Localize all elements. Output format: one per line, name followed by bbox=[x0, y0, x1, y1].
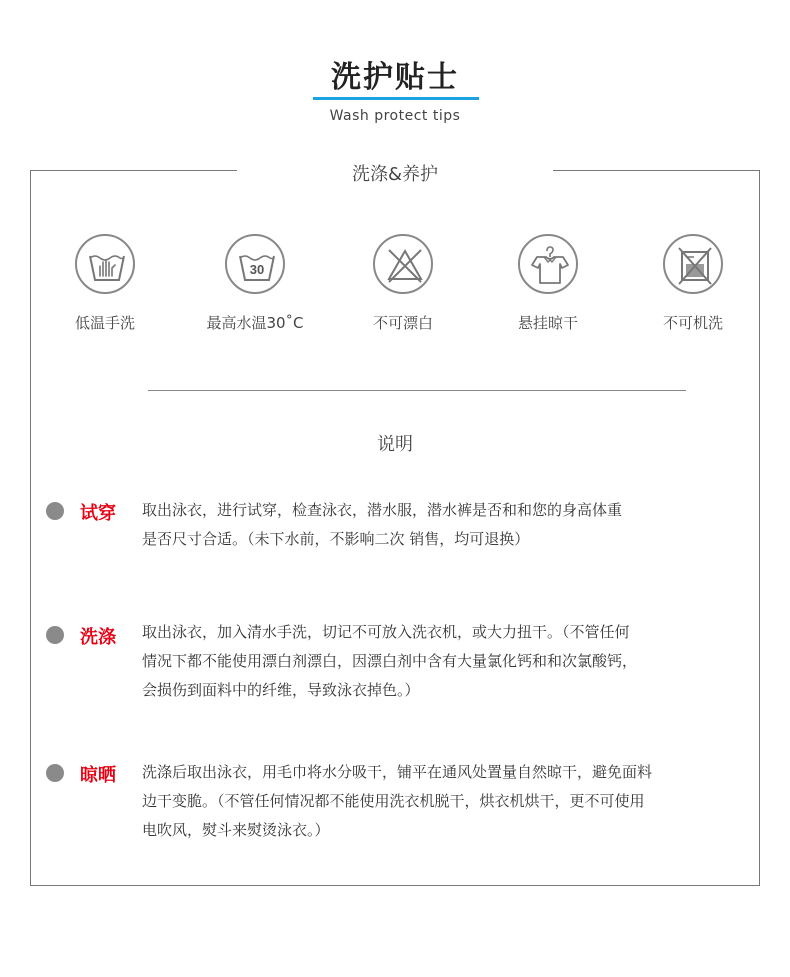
item-line: 电吹风，熨斗来熨烫泳衣。） bbox=[142, 821, 330, 839]
care-section-title: 洗涤&养护 bbox=[351, 164, 439, 185]
care-label: 不可机洗 bbox=[662, 314, 723, 332]
item-line: 是否尺寸合适。（未下水前，不影响二次 销售，均可退换） bbox=[142, 530, 530, 548]
care-item-no-machine-wash bbox=[618, 234, 768, 333]
item-line: 边干变脆。（不管任何情况都不能使用洗衣机脱干，烘衣机烘干，更不可使用 bbox=[142, 792, 645, 810]
item-line: 洗涤后取出泳衣，用毛巾将水分吸干，铺平在通风处置量自然晾干，避免面料 bbox=[142, 763, 653, 781]
item-title: 晾晒 bbox=[80, 765, 116, 786]
wash-30-icon bbox=[225, 234, 285, 294]
item-line: 取出泳衣，加入清水手洗，切记不可放入洗衣机，或大力扭干。（不管任何 bbox=[142, 623, 630, 641]
care-icons-row bbox=[30, 234, 760, 344]
hang-dry-icon bbox=[518, 234, 578, 294]
page-subtitle: Wash protect tips bbox=[329, 108, 461, 124]
item-title: 洗涤 bbox=[80, 627, 116, 648]
item-text bbox=[142, 758, 742, 845]
care-label: 低温手洗 bbox=[74, 314, 135, 332]
item-line: 会损伤到面料中的纤维，导致泳衣掉色。） bbox=[142, 681, 420, 699]
care-item-no-bleach bbox=[328, 234, 478, 333]
no-machine-wash-icon bbox=[663, 234, 723, 294]
care-item-hand-wash bbox=[30, 234, 180, 333]
care-item-wash-30 bbox=[180, 234, 330, 333]
no-bleach-icon bbox=[373, 234, 433, 294]
care-label: 悬挂晾干 bbox=[517, 314, 578, 332]
item-line: 情况下都不能使用漂白剂漂白，因漂白剂中含有大量氯化钙和和次氯酸钙， bbox=[142, 652, 638, 670]
item-text bbox=[142, 618, 742, 705]
bullet-dot bbox=[46, 764, 64, 782]
wash-temp-number: 30 bbox=[249, 262, 265, 277]
care-label: 不可漂白 bbox=[372, 314, 433, 332]
bullet-dot bbox=[46, 626, 64, 644]
description-title: 说明 bbox=[377, 434, 413, 455]
section-divider bbox=[148, 390, 686, 391]
page-title: 洗护贴士 bbox=[331, 60, 459, 95]
item-text bbox=[142, 496, 742, 554]
care-item-hang-dry bbox=[473, 234, 623, 333]
frame-top-right-line bbox=[553, 170, 760, 171]
item-line: 取出泳衣，进行试穿，检查泳衣，潜水服，潜水裤是否和和您的身高体重 bbox=[142, 501, 623, 519]
care-label: 最高水温30˚C bbox=[206, 314, 304, 332]
item-title: 试穿 bbox=[80, 503, 116, 524]
hand-wash-icon bbox=[75, 234, 135, 294]
title-underline bbox=[313, 97, 479, 100]
bullet-dot bbox=[46, 502, 64, 520]
frame-top-left-line bbox=[30, 170, 237, 171]
